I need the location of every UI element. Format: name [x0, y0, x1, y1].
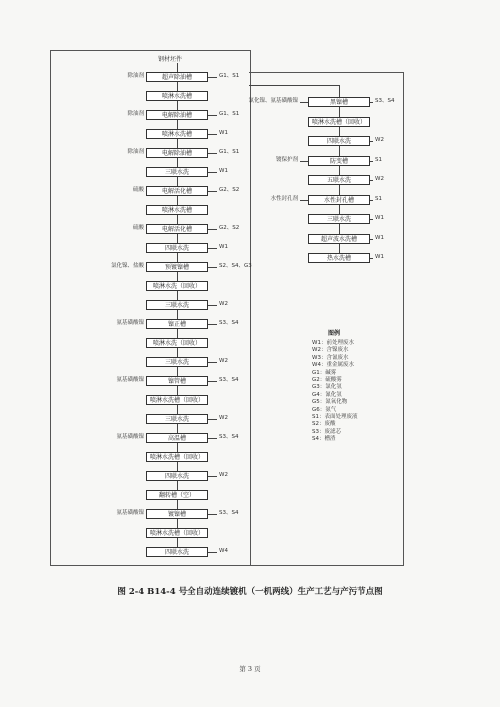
right-step-1: 黑镍槽 — [308, 97, 370, 107]
left-output-label: S3、S4 — [219, 510, 239, 516]
left-output-arrow — [208, 419, 217, 420]
left-output-label: G1、S1 — [219, 149, 240, 155]
right-step-9: 热水洗槽 — [308, 253, 370, 263]
left-output-arrow — [208, 191, 217, 192]
right-step-6: 水性封孔槽 — [308, 195, 370, 205]
top-input-arrow — [177, 63, 178, 72]
right-input-arrow — [300, 200, 308, 201]
left-input-label: 硫酸 — [132, 225, 144, 231]
left-output-label: S3、S4 — [219, 377, 239, 383]
left-flow-arrow — [177, 291, 178, 300]
left-step-25: 喷淋水洗槽（回收） — [146, 528, 208, 538]
left-step-11: 预镀镍槽 — [146, 262, 208, 272]
right-output-arrow — [370, 180, 373, 181]
right-output-label: S1 — [375, 156, 382, 163]
right-output-arrow — [370, 200, 373, 201]
right-output-label: W1 — [375, 234, 384, 241]
right-step-3: 四联水洗 — [308, 136, 370, 146]
left-step-20: 高温槽 — [146, 433, 208, 443]
left-flow-arrow — [177, 424, 178, 433]
left-input-label: 氨基磺酸镍 — [116, 434, 144, 440]
left-input-label: 除油剂 — [127, 111, 144, 117]
legend-item: W2：含镍废水 — [312, 347, 349, 354]
left-output-arrow — [208, 438, 217, 439]
left-step-4: 喷淋水洗槽 — [146, 129, 208, 139]
left-flow-arrow — [177, 443, 178, 452]
left-step-7: 电解活化槽 — [146, 186, 208, 196]
left-flow-arrow — [177, 272, 178, 281]
left-output-label: S3、S4 — [219, 320, 239, 326]
left-output-arrow — [208, 153, 217, 154]
left-step-5: 电解除油槽 — [146, 148, 208, 158]
left-input-label: 氨基磺酸镍 — [116, 377, 144, 383]
left-output-arrow — [208, 324, 217, 325]
left-output-arrow — [208, 115, 217, 116]
left-step-21: 喷淋水洗槽（回收） — [146, 452, 208, 462]
left-output-arrow — [208, 172, 217, 173]
legend-item: W3：含氰废水 — [312, 354, 349, 361]
right-output-arrow — [370, 161, 373, 162]
left-output-label: W2 — [219, 358, 228, 364]
left-flow-arrow — [177, 101, 178, 110]
right-output-label: W2 — [375, 176, 384, 182]
left-flow-arrow — [177, 462, 178, 471]
left-output-label: W1 — [219, 168, 228, 174]
left-flow-arrow — [177, 82, 178, 91]
top-input-label: 钢材坯件 — [158, 56, 183, 63]
left-output-arrow — [208, 248, 217, 249]
left-flow-arrow — [177, 234, 178, 243]
page-number: 第 3 页 — [239, 665, 261, 673]
left-output-label: S2、S4、G3 — [219, 263, 252, 269]
left-output-label: W4 — [219, 548, 228, 554]
left-step-12: 喷淋水洗（回收） — [146, 281, 208, 291]
legend-item: S1：表面处理废液 — [312, 414, 358, 420]
left-flow-arrow — [177, 367, 178, 376]
left-output-label: W2 — [219, 301, 228, 307]
left-output-arrow — [208, 305, 217, 306]
figure-caption: 图 2-4 B14-4 号全自动连续镀机（一机两线）生产工艺与产污节点图 — [117, 587, 383, 597]
left-output-label: S3、S4 — [219, 434, 239, 440]
left-input-label: 氨基磺酸镍 — [116, 320, 144, 326]
left-step-22: 四联水洗 — [146, 471, 208, 481]
right-flow-arrow — [339, 185, 340, 195]
left-output-label: W1 — [219, 244, 228, 250]
column-link-top — [249, 85, 339, 86]
right-step-8: 超声波水洗槽 — [308, 234, 370, 244]
left-flow-arrow — [177, 519, 178, 528]
left-flow-arrow — [177, 177, 178, 186]
left-output-arrow — [208, 552, 217, 553]
column-link-down — [339, 85, 340, 97]
right-output-label: S3、S4 — [375, 98, 395, 104]
left-output-arrow — [208, 134, 217, 135]
left-input-label: 氯化镍、盐酸 — [110, 263, 144, 269]
right-step-7: 三联水洗 — [308, 214, 370, 224]
left-input-label: 除油剂 — [127, 73, 144, 79]
left-output-label: W1 — [219, 130, 228, 136]
left-step-19: 三联水洗 — [146, 414, 208, 424]
right-step-2: 喷淋水洗槽（回收） — [308, 117, 370, 127]
left-step-9: 电解活化槽 — [146, 224, 208, 234]
left-step-15: 喷淋水洗（回收） — [146, 338, 208, 348]
right-output-arrow — [370, 141, 373, 142]
legend-title: 图例 — [328, 330, 341, 337]
left-flow-arrow — [177, 310, 178, 319]
right-output-arrow — [370, 258, 373, 259]
legend-item: G1：碱雾 — [312, 369, 337, 376]
left-output-label: W2 — [219, 472, 228, 478]
right-output-label: W1 — [375, 254, 384, 260]
left-output-label: G2、S2 — [219, 225, 240, 231]
left-step-24: 镀镍槽 — [146, 509, 208, 519]
left-step-3: 电解除油槽 — [146, 110, 208, 120]
left-output-arrow — [208, 267, 217, 268]
right-output-arrow — [370, 239, 373, 240]
right-input-arrow — [300, 161, 308, 162]
left-step-17: 镍管槽 — [146, 376, 208, 386]
left-flow-arrow — [177, 348, 178, 357]
left-input-label: 硫酸 — [132, 187, 144, 193]
left-flow-arrow — [177, 215, 178, 224]
left-step-13: 三联水洗 — [146, 300, 208, 310]
right-input-arrow — [300, 102, 308, 103]
right-input-label: 镀保护剂 — [275, 156, 298, 163]
left-output-label: W2 — [219, 415, 228, 421]
left-flow-arrow — [177, 120, 178, 129]
left-flow-arrow — [177, 481, 178, 490]
left-step-16: 三联水洗 — [146, 357, 208, 367]
right-step-5: 五联水洗 — [308, 175, 370, 185]
left-step-1: 超声除油槽 — [146, 72, 208, 82]
left-output-arrow — [208, 514, 217, 515]
right-flow-arrow — [339, 244, 340, 254]
left-flow-arrow — [177, 329, 178, 338]
left-input-label: 除油剂 — [127, 149, 144, 155]
left-step-8: 喷淋水洗槽 — [146, 205, 208, 215]
legend-item: G4：氰化氢 — [312, 391, 342, 398]
left-step-10: 四联水洗 — [146, 243, 208, 253]
left-flow-arrow — [177, 405, 178, 414]
right-flow-arrow — [339, 224, 340, 234]
right-input-label: 氯化镍、氨基磺酸镍 — [248, 98, 298, 104]
right-flow-arrow — [339, 205, 340, 215]
legend-item: G5：氮氧化物 — [312, 399, 348, 406]
left-output-arrow — [208, 77, 217, 78]
left-flow-arrow — [177, 500, 178, 509]
left-flow-arrow — [177, 196, 178, 205]
right-output-label: W2 — [375, 137, 384, 143]
left-step-14: 镍正槽 — [146, 319, 208, 329]
left-step-18: 喷淋水洗槽（回收） — [146, 395, 208, 405]
left-step-26: 四联水洗 — [146, 547, 208, 557]
left-flow-arrow — [177, 538, 178, 547]
right-flow-arrow — [339, 166, 340, 176]
left-step-6: 三联水洗 — [146, 167, 208, 177]
legend-item: G3：氯化氢 — [312, 384, 342, 391]
right-output-label: S1 — [375, 195, 382, 202]
left-output-arrow — [208, 381, 217, 382]
legend-item: W1：前处理废水 — [312, 340, 354, 346]
right-input-label: 水性封孔剂 — [270, 195, 298, 202]
left-flow-arrow — [177, 386, 178, 395]
left-output-label: G1、S1 — [219, 73, 240, 79]
right-column-frame — [249, 72, 404, 566]
legend-item: S2：废酸 — [312, 421, 336, 428]
right-output-arrow — [370, 102, 373, 103]
legend-item: S3：废滤芯 — [312, 428, 341, 435]
right-output-arrow — [370, 219, 373, 220]
legend-item: G6：氨气 — [312, 406, 337, 413]
left-output-arrow — [208, 476, 217, 477]
left-output-arrow — [208, 362, 217, 363]
legend-item: G2：硫酸雾 — [312, 377, 342, 383]
left-output-label: G1、S1 — [219, 111, 240, 117]
left-input-label: 氨基磺酸镍 — [116, 510, 144, 516]
left-flow-arrow — [177, 158, 178, 167]
left-step-2: 喷淋水洗槽 — [146, 91, 208, 101]
left-flow-arrow — [177, 139, 178, 148]
right-flow-arrow — [339, 146, 340, 156]
right-flow-arrow — [339, 107, 340, 117]
legend-item: W4：重金属废水 — [312, 362, 354, 369]
right-step-4: 防变槽 — [308, 156, 370, 166]
legend-item: S4：槽渣 — [312, 436, 336, 443]
left-output-arrow — [208, 229, 217, 230]
left-flow-arrow — [177, 253, 178, 262]
left-output-label: G2、S2 — [219, 187, 240, 193]
right-output-label: W1 — [375, 215, 384, 221]
left-step-23: 翻转槽（空） — [146, 490, 208, 500]
right-flow-arrow — [339, 127, 340, 137]
